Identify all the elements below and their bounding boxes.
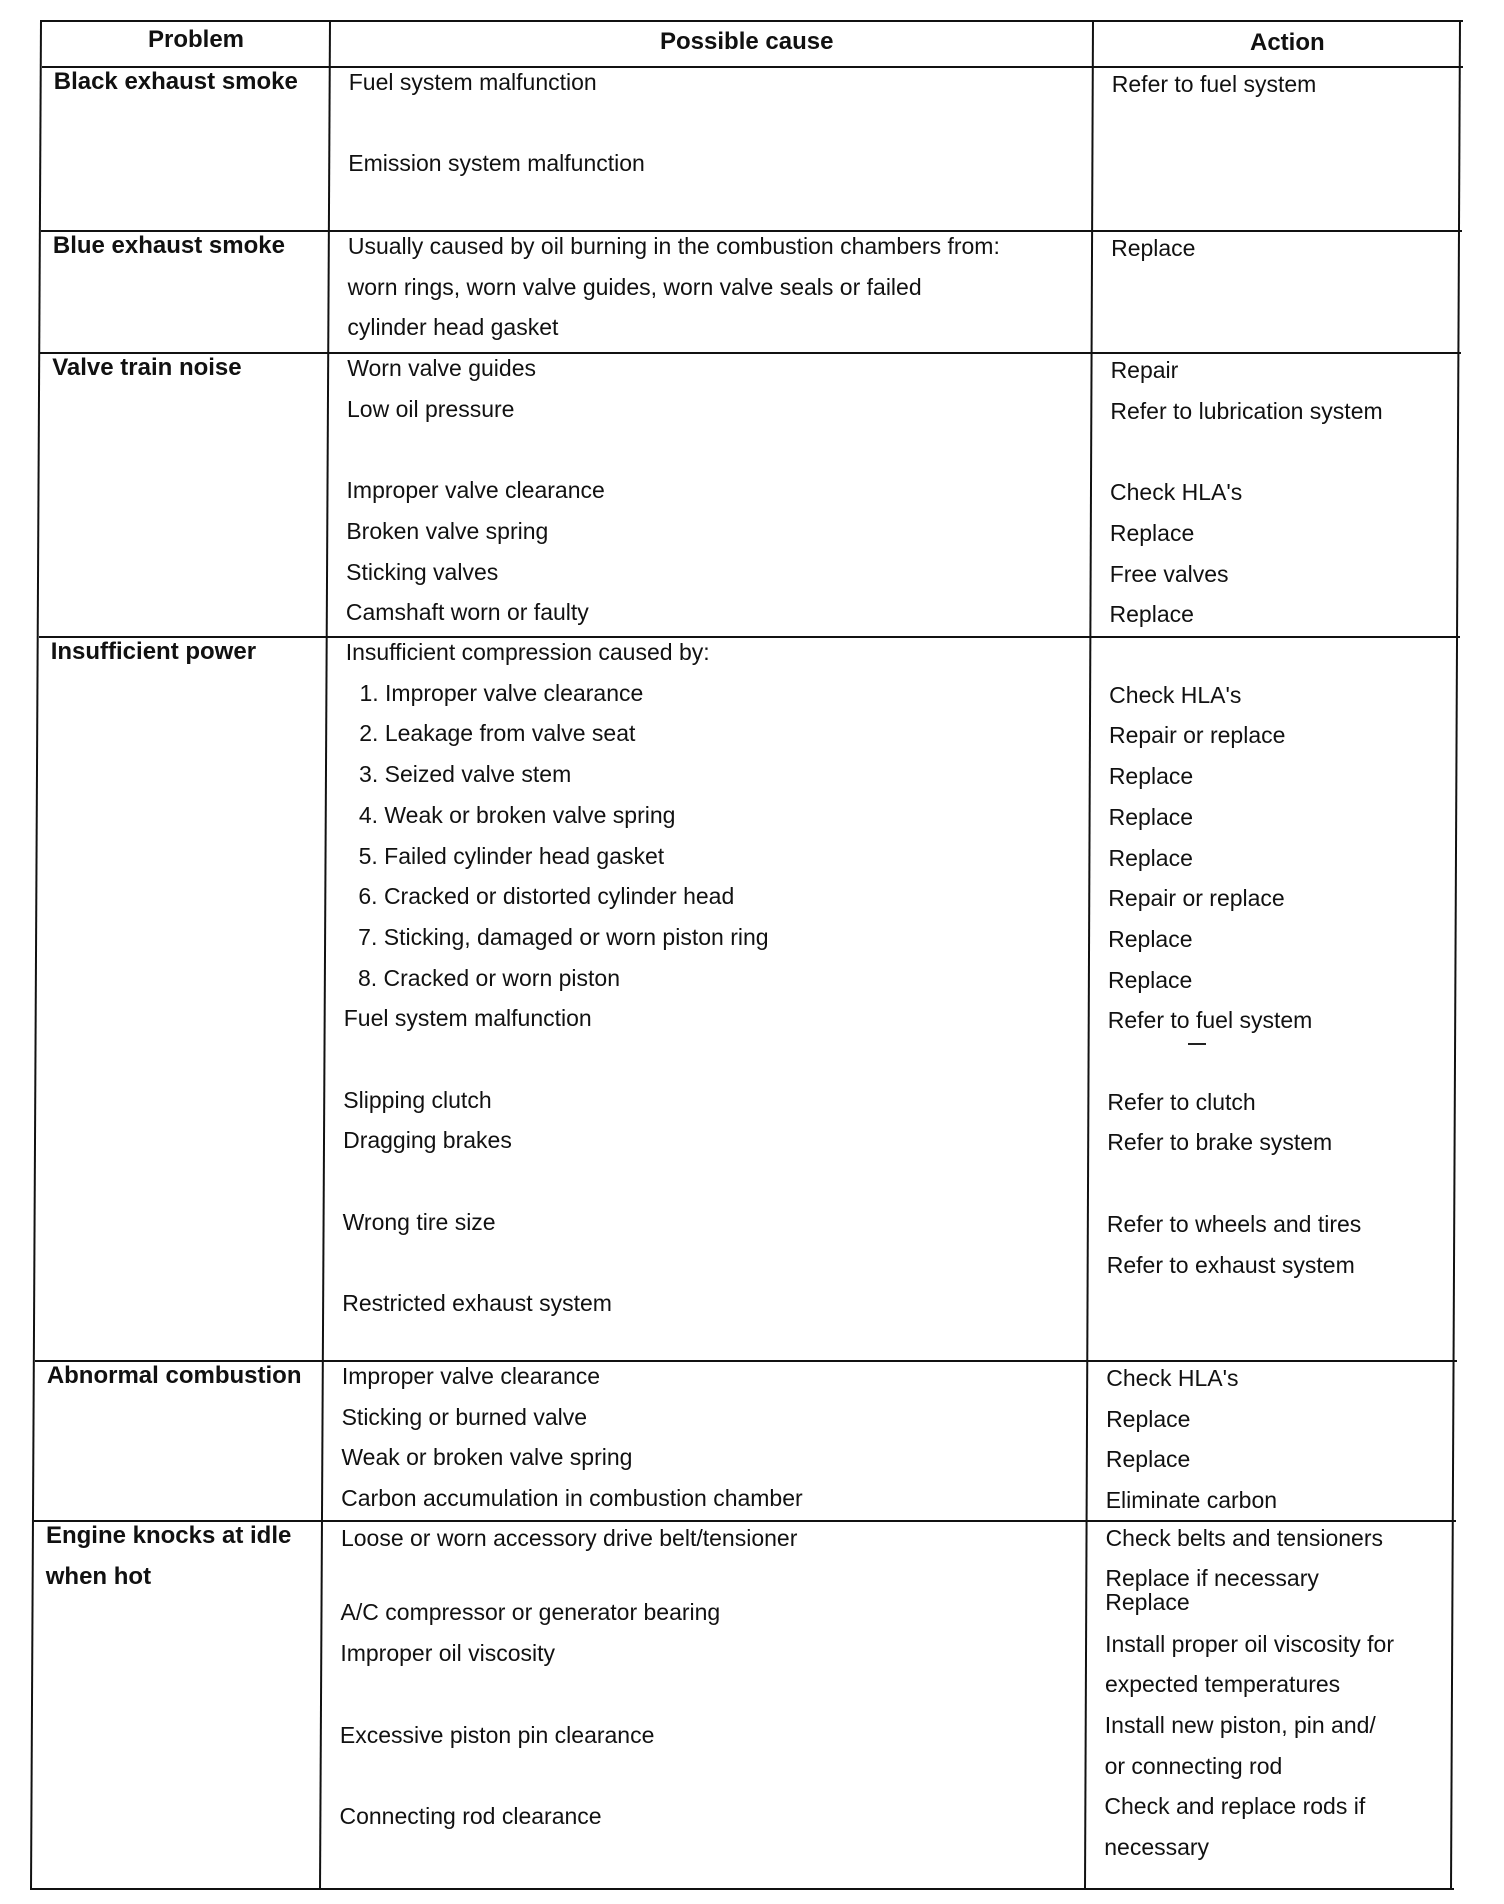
problem-label: Engine knocks at idle [45,1522,292,1549]
cause-text: 7. Sticking, damaged or worn piston ring [358,923,769,950]
action-text: Refer to wheels and tires [1106,1210,1362,1237]
column-divider-1 [319,20,331,1890]
cause-text: Excessive piston pin clearance [339,1722,655,1748]
action-text: Check HLA's [1109,681,1242,708]
action-text: Check HLA's [1106,1365,1239,1391]
cause-text: 2. Leakage from valve seat [359,720,636,747]
action-text: Replace [1108,925,1193,952]
cause-text: Improper valve clearance [341,1363,601,1389]
table-border-left [30,20,42,1890]
action-text: Repair or replace [1108,722,1286,749]
action-text: Check HLA's [1110,479,1243,506]
action-text: Replace [1107,966,1193,993]
action-text: Install proper oil viscosity for [1105,1631,1394,1657]
cause-text: Emission system malfunction [348,150,645,177]
cause-text: 1. Improper valve clearance [359,679,644,706]
column-divider-2 [1084,20,1094,1890]
problem-label: Abnormal combustion [46,1362,302,1389]
action-text: Replace [1106,1405,1191,1432]
action-text: Refer to lubrication system [1110,397,1383,424]
action-text: Refer to exhaust system [1106,1251,1355,1278]
cause-text: Insufficient compression caused by: [345,639,710,665]
action-text: Replace [1105,1446,1191,1473]
cause-text: 5. Failed cylinder head gasket [358,842,665,869]
cause-text: cylinder head gasket [347,314,559,341]
action-text: Replace [1108,844,1193,871]
action-text: Replace [1108,763,1194,790]
action-text: Check and replace rods if [1104,1793,1366,1819]
table-border-bottom [32,1888,1454,1890]
cause-text: Fuel system malfunction [348,69,597,95]
cause-text: Worn valve guides [347,355,536,381]
action-text: Repair [1110,357,1179,383]
problem-label: Blue exhaust smoke [52,232,285,259]
action-text: Replace [1109,519,1195,546]
action-text: Check belts and tensioners [1105,1525,1383,1551]
cause-text: Carbon accumulation in combustion chamber [341,1485,803,1512]
cause-text: 6. Cracked or distorted cylinder head [358,883,735,910]
action-text: Refer to clutch [1107,1088,1256,1115]
cause-text: Connecting rod clearance [339,1803,602,1829]
cause-text: 3. Seized valve stem [359,761,572,788]
table-border-right [1450,20,1461,1890]
cause-text: Sticking valves [346,558,499,585]
action-text: Free valves [1109,560,1229,587]
action-text: Replace [1105,1589,1190,1615]
action-text: Refer to brake system [1107,1129,1333,1156]
cause-text: Loose or worn accessory drive belt/tensioner [340,1525,798,1551]
cause-text: Restricted exhaust system [342,1290,612,1317]
cause-text: Improper oil viscosity [340,1640,556,1666]
row-divider-2 [40,352,1461,354]
cause-text: Low oil pressure [346,395,515,422]
action-text: Install new piston, pin and/ [1104,1712,1376,1738]
action-text: expected temperatures [1104,1671,1341,1697]
cause-text: 4. Weak or broken valve spring [358,801,676,828]
cause-text: Weak or broken valve spring [341,1444,633,1471]
problem-label: Black exhaust smoke [53,68,298,95]
cause-text: Sticking or burned valve [341,1403,588,1430]
cause-text: A/C compressor or generator bearing [340,1599,721,1625]
problem-label: when hot [45,1562,152,1590]
action-text: Refer to fuel system [1107,1007,1313,1034]
action-text: Replace if necessary [1105,1565,1319,1591]
cause-text: Usually caused by oil burning in the combustion chambers from: [347,233,1000,259]
cause-text: Camshaft worn or faulty [345,599,589,626]
problem-label: Insufficient power [50,638,257,665]
cause-text: Improper valve clearance [346,477,605,504]
header-action: Action [1250,29,1325,56]
cause-text: Slipping clutch [343,1086,492,1113]
cause-text: Wrong tire size [342,1208,496,1235]
header-problem: Problem [148,26,245,53]
problem-label: Valve train noise [52,354,242,381]
action-text: Replace [1111,235,1196,261]
header-possible-cause: Possible cause [660,28,834,55]
cause-text: worn rings, worn valve guides, worn valve seals or failed [347,273,922,300]
action-text: or connecting rod [1104,1753,1283,1779]
action-text: Repair or replace [1108,885,1285,912]
action-text: Replace [1108,803,1194,830]
action-text: Eliminate carbon [1105,1487,1278,1514]
table-border-top [42,20,1463,22]
cause-text: Fuel system malfunction [343,1005,592,1032]
action-text: necessary [1104,1834,1210,1860]
action-text: Refer to fuel system [1111,71,1317,97]
cause-text: Broken valve spring [346,517,549,544]
action-text: Replace [1109,601,1194,628]
cause-text: Dragging brakes [343,1127,512,1154]
cause-text: 8. Cracked or worn piston [357,964,621,991]
print-mark [1188,1043,1206,1045]
